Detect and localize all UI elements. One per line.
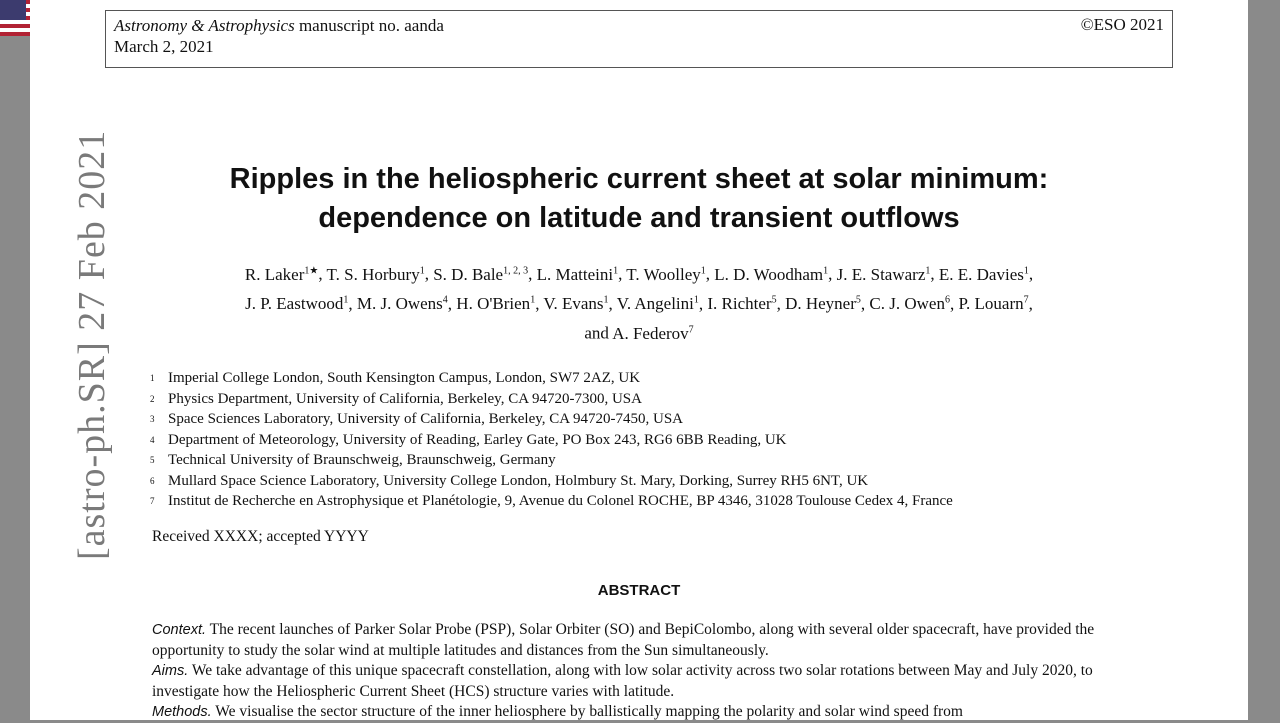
paper-title <box>30 160 1248 238</box>
author: V. Angelini$^1$ <box>616 294 699 314</box>
affiliation-list <box>150 368 953 512</box>
abstract-methods: Methods. We visualise the sector structure of the inner heliosphere by ballistically mapping the polarity and solar wind speed from <box>152 703 963 720</box>
author: T. S. Horbury$^1$ <box>326 264 425 284</box>
author: M. J. Owens$^4$ <box>356 294 448 314</box>
manuscript-number: manuscript no. aanda <box>294 16 444 35</box>
author: J. E. Stawarz$^1$ <box>836 264 931 284</box>
author: L. D. Woodham$^1$ <box>714 264 829 284</box>
abstract-context: Context. The recent launches of Parker Solar Probe (PSP), Solar Orbiter (SO) and BepiColombo, along with several older spacecraft, have provided the opportunity to study the solar wind at multiple latitudes and distances from the Sun simultaneously. <box>152 621 1095 659</box>
author: R. Laker$^{1★}$ <box>244 264 319 284</box>
affiliation-item: $^6$ Mullard Space Science Laboratory, University College London, Holmbury St. Mary, Dorking, Surrey RH5 6NT, UK <box>150 472 869 489</box>
author: S. D. Bale$^{1, 2, 3}$ <box>433 264 529 284</box>
author: H. O'Brien$^1$ <box>456 294 536 314</box>
abstract-heading: ABSTRACT <box>597 582 681 599</box>
paper-page <box>30 0 1248 720</box>
abstract-aims: Aims. We take advantage of this unique spacecraft constellation, along with low solar activity across two solar rotations between May and July 2020, to investigate how the Heliospheric Current Sheet (HCS) structure varies with latitude. <box>152 662 1093 700</box>
journal-name: Astronomy & Astrophysics <box>114 16 295 35</box>
header-left <box>114 15 444 57</box>
affiliation-item: $^5$ Technical University of Braunschweig, Braunschweig, Germany <box>150 452 556 468</box>
journal-header <box>105 10 1173 68</box>
title-line-1: Ripples in the heliospheric current sheet at solar minimum: <box>229 163 1049 195</box>
author: L. Matteini$^1$ <box>536 264 619 284</box>
author: E. E. Davies$^1$ <box>938 264 1029 284</box>
received-line: Received XXXX; accepted YYYY <box>152 528 369 545</box>
author: V. Evans$^1$ <box>543 294 609 314</box>
author: D. Heyner$^5$ <box>785 294 861 314</box>
affiliation-item: $^4$ Department of Meteorology, University of Reading, Earley Gate, PO Box 243, RG6 6BB Reading, UK <box>150 431 787 448</box>
author: P. Louarn$^7$ <box>958 294 1029 314</box>
author: J. P. Eastwood$^1$ <box>245 294 349 314</box>
copyright: ©ESO 2021 <box>1080 15 1164 34</box>
affiliation-item: $^1$ Imperial College London, South Kensington Campus, London, SW7 2AZ, UK <box>150 370 641 386</box>
arxiv-stamp: [astro-ph.SR] 27 Feb 2021 <box>71 129 113 560</box>
title-line-2: dependence on latitude and transient outflows <box>318 202 960 234</box>
affiliation-item: $^7$ Institut de Recherche en Astrophysique et Planétologie, 9, Avenue du Colonel ROCHE, BP 4346, 31028 Toulouse Cedex 4, France <box>150 493 953 509</box>
abstract-body <box>152 620 1132 723</box>
author: I. Richter$^5$ <box>707 294 777 314</box>
affiliation-item: $^2$ Physics Department, University of California, Berkeley, CA 94720-7300, USA <box>150 390 642 407</box>
author-list: R. Laker$^{1★}$, T. S. Horbury$^1$, S. D. Bale$^{1, 2, 3}$, L. Matteini$^1$, T. Woolley$^1$, L. D. Woodham$^1$, J. E. Stawarz$^1$, E. E. Davies$^1$, J. P. Eastwood$^1$, M. J. Owens$^4$, H. O'Brien$^1$, V. Evans$^1$, V. Angelini$^1$, I. Richter$^5$, D. Heyner$^5$, C. J. Owen$^6$, P. Louarn$^7$, and A. Federov$^7$ <box>244 264 1034 343</box>
author: C. J. Owen$^6$ <box>869 294 950 314</box>
affiliation-item: $^3$ Space Sciences Laboratory, University of California, Berkeley, CA 94720-7450, USA <box>150 411 684 427</box>
author: A. Federov$^7$ <box>612 323 694 343</box>
author: T. Woolley$^1$ <box>626 264 706 284</box>
header-date: March 2, 2021 <box>114 37 214 56</box>
